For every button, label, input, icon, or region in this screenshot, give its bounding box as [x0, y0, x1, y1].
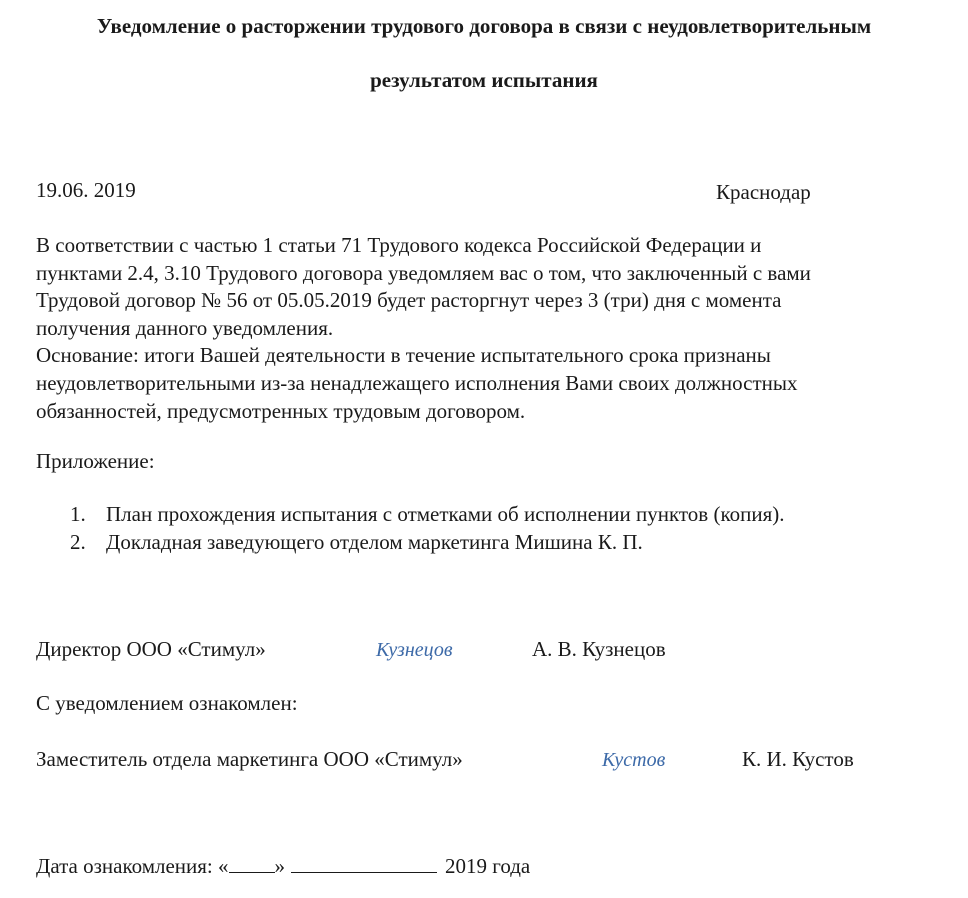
body-line: пунктами 2.4, 3.10 Трудового договора уведомляем вас о том, что заключенный с вами: [36, 260, 811, 285]
ack-date-year: 2019 года: [445, 854, 531, 878]
document-date: 19.06. 2019: [36, 178, 136, 202]
body-line: неудовлетворительными из-за ненадлежащего исполнения Вами своих должностных: [36, 370, 798, 395]
list-item: [70, 528, 784, 556]
acknowledgement-date-line: [36, 853, 530, 879]
body-line: получения данного уведомления.: [36, 315, 334, 340]
document-city: Краснодар: [716, 180, 811, 204]
body-line: Трудовой договор № 56 от 05.05.2019 будет расторгнут через 3 (три) дня с момента: [36, 288, 782, 313]
list-item-number: 1.: [70, 502, 86, 526]
list-item-number: 2.: [70, 530, 86, 554]
list-item-text: Докладная заведующего отделом маркетинга Мишина К. П.: [106, 530, 643, 554]
body-paragraph: [36, 232, 936, 425]
attachment-label: Приложение:: [36, 449, 155, 473]
list-item: [70, 500, 784, 528]
document-title-line1: Уведомление о расторжении трудового договора в связи с неудовлетворительным: [96, 14, 872, 38]
month-blank: [291, 854, 437, 873]
signer1-signature: Кузнецов: [376, 639, 453, 661]
day-blank: [229, 854, 275, 873]
signer2-name: К. И. Кустов: [742, 747, 854, 771]
signer2-signature: Кустов: [602, 749, 666, 771]
signer1-title: Директор ООО «Стимул»: [36, 637, 266, 661]
body-line: обязанностей, предусмотренных трудовым договором.: [36, 398, 526, 423]
attachment-list: [70, 500, 784, 556]
signer2-title: Заместитель отдела маркетинга ООО «Стимул»: [36, 747, 463, 771]
body-line: В соответствии с частью 1 статьи 71 Трудового кодекса Российской Федерации и: [36, 233, 762, 257]
signer1-name: А. В. Кузнецов: [532, 637, 666, 661]
document-title-line2: результатом испытания: [370, 68, 598, 92]
list-item-text: План прохождения испытания с отметками об исполнении пунктов (копия).: [106, 502, 785, 526]
ack-date-close-quote: »: [274, 854, 286, 878]
ack-date-label: Дата ознакомления: «: [36, 854, 229, 878]
body-line: Основание: итоги Вашей деятельности в течение испытательного срока признаны: [36, 343, 771, 368]
acknowledged-label: С уведомлением ознакомлен:: [36, 691, 298, 715]
